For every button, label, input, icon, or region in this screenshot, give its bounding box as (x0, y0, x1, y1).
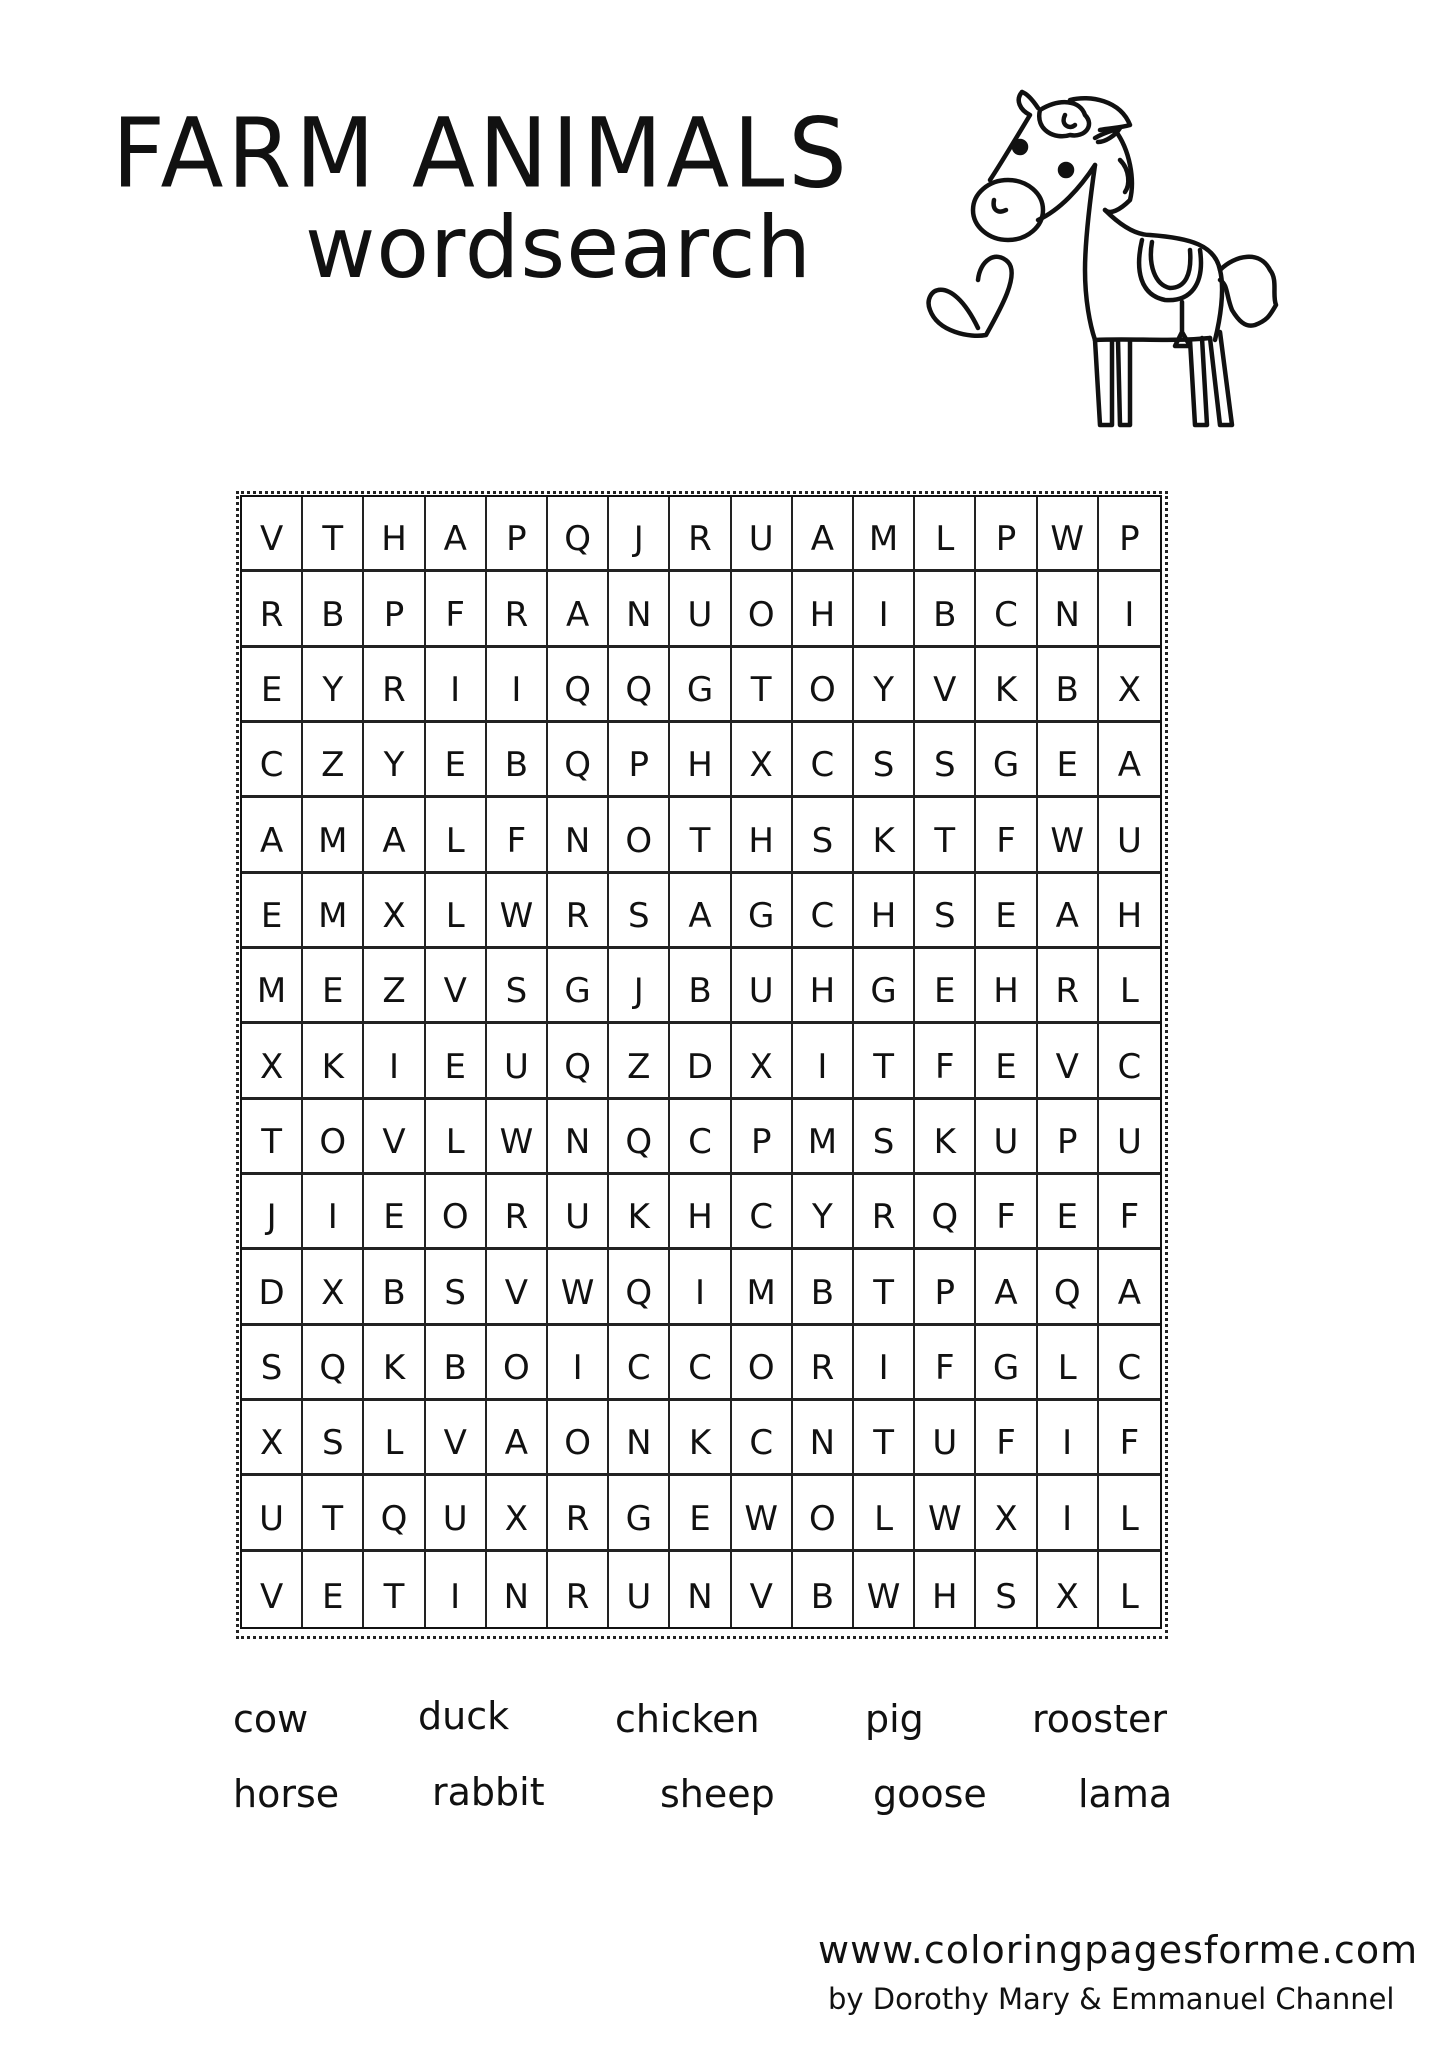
grid-cell[interactable]: X (732, 1024, 793, 1099)
grid-cell[interactable]: U (609, 1552, 670, 1627)
grid-cell[interactable]: I (670, 1250, 731, 1325)
grid-cell[interactable]: G (609, 1476, 670, 1551)
grid-cell[interactable]: R (242, 572, 303, 647)
grid-cell[interactable]: N (1038, 572, 1099, 647)
grid-cell[interactable]: X (364, 874, 425, 949)
grid-cell[interactable]: F (915, 1024, 976, 1099)
grid-cell[interactable]: Q (364, 1476, 425, 1551)
grid-cell[interactable]: T (854, 1250, 915, 1325)
word-list-item: rooster (1032, 1697, 1167, 1741)
grid-cell[interactable]: S (793, 798, 854, 873)
grid-cell[interactable]: E (670, 1476, 731, 1551)
word-list-item: pig (865, 1697, 924, 1741)
grid-cell[interactable]: U (242, 1476, 303, 1551)
grid-cell[interactable]: C (793, 874, 854, 949)
grid-cell[interactable]: E (1038, 1175, 1099, 1250)
grid-cell[interactable]: T (670, 798, 731, 873)
grid-cell[interactable]: I (487, 648, 548, 723)
grid-cell[interactable]: M (854, 497, 915, 572)
grid-cell[interactable]: K (670, 1401, 731, 1476)
grid-cell[interactable]: O (548, 1401, 609, 1476)
grid-cell[interactable]: A (364, 798, 425, 873)
grid-cell[interactable]: V (487, 1250, 548, 1325)
grid-cell[interactable]: I (793, 1024, 854, 1099)
grid-cell[interactable]: H (670, 723, 731, 798)
word-list-item: chicken (615, 1697, 760, 1741)
grid-cell[interactable]: R (793, 1326, 854, 1401)
grid-cell[interactable]: L (426, 1100, 487, 1175)
grid-cell[interactable]: F (915, 1326, 976, 1401)
grid-cell[interactable]: R (854, 1175, 915, 1250)
grid-cell[interactable]: A (487, 1401, 548, 1476)
grid-cell[interactable]: H (793, 572, 854, 647)
grid-cell[interactable]: E (426, 1024, 487, 1099)
grid-cell[interactable]: S (242, 1326, 303, 1401)
word-list-item: horse (233, 1772, 340, 1816)
grid-cell[interactable]: Q (1038, 1250, 1099, 1325)
grid-cell[interactable]: Q (548, 1024, 609, 1099)
grid-cell[interactable]: I (854, 572, 915, 647)
grid-cell[interactable]: Y (854, 648, 915, 723)
grid-cell[interactable]: S (609, 874, 670, 949)
horse-with-heart-icon (920, 70, 1300, 440)
grid-cell[interactable]: J (609, 949, 670, 1024)
grid-cell[interactable]: F (1099, 1401, 1160, 1476)
grid-cell[interactable]: H (364, 497, 425, 572)
grid-cell[interactable]: Q (609, 1250, 670, 1325)
grid-cell[interactable]: R (487, 1175, 548, 1250)
grid-cell[interactable]: T (854, 1401, 915, 1476)
grid-cell[interactable]: B (487, 723, 548, 798)
grid-cell[interactable]: X (487, 1476, 548, 1551)
grid-cell[interactable]: S (915, 874, 976, 949)
grid-cell[interactable]: J (242, 1175, 303, 1250)
grid-cell[interactable]: V (732, 1552, 793, 1627)
grid-cell[interactable]: T (303, 1476, 364, 1551)
grid-cell[interactable]: K (609, 1175, 670, 1250)
grid-cell[interactable]: A (1099, 1250, 1160, 1325)
grid-cell[interactable]: O (732, 1326, 793, 1401)
grid-cell[interactable]: S (854, 723, 915, 798)
word-list-item: lama (1078, 1772, 1173, 1816)
grid-cell[interactable]: A (793, 497, 854, 572)
grid-cell[interactable]: Y (364, 723, 425, 798)
wordsearch-grid (240, 495, 1162, 1629)
grid-cell[interactable]: E (303, 1552, 364, 1627)
grid-cell[interactable]: O (793, 648, 854, 723)
grid-cell[interactable]: O (487, 1326, 548, 1401)
grid-cell[interactable]: X (976, 1476, 1037, 1551)
grid-cell[interactable]: A (548, 572, 609, 647)
grid-cell[interactable]: I (1099, 572, 1160, 647)
grid-cell[interactable]: V (426, 1401, 487, 1476)
grid-cell[interactable]: T (854, 1024, 915, 1099)
grid-cell[interactable]: M (303, 798, 364, 873)
grid-cell[interactable]: P (732, 1100, 793, 1175)
grid-cell[interactable]: V (426, 949, 487, 1024)
grid-cell[interactable]: A (670, 874, 731, 949)
grid-cell[interactable]: I (426, 1552, 487, 1627)
word-list-item: goose (873, 1772, 987, 1816)
grid-cell[interactable]: Y (793, 1175, 854, 1250)
grid-cell[interactable]: N (548, 1100, 609, 1175)
grid-cell[interactable]: O (303, 1100, 364, 1175)
grid-cell[interactable]: T (364, 1552, 425, 1627)
grid-cell[interactable]: L (1099, 949, 1160, 1024)
grid-cell[interactable]: C (732, 1175, 793, 1250)
grid-cell[interactable]: B (1038, 648, 1099, 723)
grid-cell[interactable]: G (976, 723, 1037, 798)
grid-cell[interactable]: D (670, 1024, 731, 1099)
grid-cell[interactable]: V (242, 497, 303, 572)
grid-cell[interactable]: Y (303, 648, 364, 723)
grid-cell[interactable]: V (1038, 1024, 1099, 1099)
grid-cell[interactable]: Q (548, 723, 609, 798)
grid-cell[interactable]: K (976, 648, 1037, 723)
grid-cell[interactable]: R (548, 874, 609, 949)
grid-cell[interactable]: I (303, 1175, 364, 1250)
grid-cell[interactable]: O (426, 1175, 487, 1250)
grid-cell[interactable]: U (732, 949, 793, 1024)
grid-cell[interactable]: H (793, 949, 854, 1024)
grid-cell[interactable]: B (303, 572, 364, 647)
grid-cell[interactable]: W (548, 1250, 609, 1325)
grid-cell[interactable]: W (732, 1476, 793, 1551)
grid-cell[interactable]: F (976, 1175, 1037, 1250)
grid-cell[interactable]: U (548, 1175, 609, 1250)
grid-cell[interactable]: G (548, 949, 609, 1024)
grid-cell[interactable]: K (303, 1024, 364, 1099)
grid-cell[interactable]: E (426, 723, 487, 798)
grid-cell[interactable]: Q (609, 1100, 670, 1175)
grid-cell[interactable]: C (732, 1401, 793, 1476)
grid-cell[interactable]: N (609, 572, 670, 647)
grid-cell[interactable]: M (732, 1250, 793, 1325)
grid-cell[interactable]: S (915, 723, 976, 798)
grid-cell[interactable]: S (487, 949, 548, 1024)
word-list-item: sheep (660, 1772, 775, 1816)
grid-cell[interactable]: P (609, 723, 670, 798)
grid-cell[interactable]: K (854, 798, 915, 873)
grid-cell[interactable]: I (426, 648, 487, 723)
grid-cell[interactable]: G (670, 648, 731, 723)
grid-cell[interactable]: Q (548, 648, 609, 723)
grid-cell[interactable]: B (793, 1250, 854, 1325)
grid-cell[interactable]: H (915, 1552, 976, 1627)
grid-cell[interactable]: X (1099, 648, 1160, 723)
page-title: FARM ANIMALS (112, 97, 851, 210)
grid-cell[interactable]: C (670, 1326, 731, 1401)
grid-cell[interactable]: L (854, 1476, 915, 1551)
grid-cell[interactable]: W (487, 1100, 548, 1175)
grid-cell[interactable]: N (548, 798, 609, 873)
grid-cell[interactable]: N (793, 1401, 854, 1476)
grid-cell[interactable]: U (1099, 798, 1160, 873)
grid-cell[interactable]: R (548, 1552, 609, 1627)
grid-cell[interactable]: C (670, 1100, 731, 1175)
grid-cell[interactable]: Z (364, 949, 425, 1024)
grid-cell[interactable]: V (364, 1100, 425, 1175)
grid-cell[interactable]: W (1038, 798, 1099, 873)
grid-cell[interactable]: M (793, 1100, 854, 1175)
grid-cell[interactable]: H (1099, 874, 1160, 949)
grid-cell[interactable]: B (793, 1552, 854, 1627)
grid-cell[interactable]: X (303, 1250, 364, 1325)
grid-cell[interactable]: X (242, 1024, 303, 1099)
grid-cell[interactable]: B (426, 1326, 487, 1401)
grid-cell[interactable]: K (915, 1100, 976, 1175)
grid-cell[interactable]: E (1038, 723, 1099, 798)
grid-cell[interactable]: P (976, 497, 1037, 572)
grid-cell[interactable]: G (732, 874, 793, 949)
grid-cell[interactable]: R (548, 1476, 609, 1551)
word-list-item: cow (233, 1697, 309, 1741)
grid-cell[interactable]: W (854, 1552, 915, 1627)
grid-cell[interactable]: C (1099, 1326, 1160, 1401)
grid-cell[interactable]: M (303, 874, 364, 949)
grid-cell[interactable]: H (976, 949, 1037, 1024)
grid-cell[interactable]: R (364, 648, 425, 723)
grid-cell[interactable]: M (242, 949, 303, 1024)
grid-cell[interactable]: H (854, 874, 915, 949)
grid-cell[interactable]: P (1099, 497, 1160, 572)
grid-cell[interactable]: C (793, 723, 854, 798)
grid-cell[interactable]: S (303, 1401, 364, 1476)
grid-cell[interactable]: X (1038, 1552, 1099, 1627)
grid-cell[interactable]: B (364, 1250, 425, 1325)
grid-cell[interactable]: V (915, 648, 976, 723)
grid-cell[interactable]: L (426, 874, 487, 949)
grid-cell[interactable]: U (732, 497, 793, 572)
grid-cell[interactable]: R (1038, 949, 1099, 1024)
grid-cell[interactable]: S (854, 1100, 915, 1175)
grid-cell[interactable]: S (976, 1552, 1037, 1627)
grid-cell[interactable]: R (670, 497, 731, 572)
grid-cell[interactable]: A (976, 1250, 1037, 1325)
grid-cell[interactable]: L (364, 1401, 425, 1476)
grid-cell[interactable]: E (242, 874, 303, 949)
grid-cell[interactable]: P (364, 572, 425, 647)
grid-cell[interactable]: Q (609, 648, 670, 723)
grid-cell[interactable]: N (609, 1401, 670, 1476)
grid-cell[interactable]: N (670, 1552, 731, 1627)
grid-cell[interactable]: C (1099, 1024, 1160, 1099)
grid-cell[interactable]: T (732, 648, 793, 723)
grid-cell[interactable]: A (242, 798, 303, 873)
grid-cell[interactable]: B (915, 572, 976, 647)
grid-cell[interactable]: N (487, 1552, 548, 1627)
grid-cell[interactable]: E (364, 1175, 425, 1250)
grid-cell[interactable]: J (609, 497, 670, 572)
grid-cell[interactable]: O (732, 572, 793, 647)
grid-cell[interactable]: G (976, 1326, 1037, 1401)
grid-cell[interactable]: L (1038, 1326, 1099, 1401)
grid-cell[interactable]: C (976, 572, 1037, 647)
footer-credit: by Dorothy Mary & Emmanuel Channel (828, 1982, 1395, 2016)
grid-cell[interactable]: V (242, 1552, 303, 1627)
grid-cell[interactable]: D (242, 1250, 303, 1325)
grid-cell[interactable]: F (1099, 1175, 1160, 1250)
grid-cell[interactable]: U (670, 572, 731, 647)
grid-cell[interactable]: Q (548, 497, 609, 572)
grid-cell[interactable]: P (915, 1250, 976, 1325)
grid-cell[interactable]: P (1038, 1100, 1099, 1175)
grid-cell[interactable]: I (548, 1326, 609, 1401)
grid-cell[interactable]: L (1119, 1577, 1139, 1617)
grid-cell[interactable]: Q (303, 1326, 364, 1401)
word-list-item: rabbit (432, 1770, 545, 1814)
grid-cell[interactable]: F (426, 572, 487, 647)
grid-cell[interactable]: U (915, 1401, 976, 1476)
grid-cell[interactable]: C (609, 1326, 670, 1401)
grid-cell[interactable]: I (854, 1326, 915, 1401)
grid-cell[interactable]: Q (915, 1175, 976, 1250)
grid-cell[interactable]: F (976, 1401, 1037, 1476)
grid-cell[interactable]: W (487, 874, 548, 949)
grid-cell[interactable]: A (426, 497, 487, 572)
grid-cell[interactable]: U (426, 1476, 487, 1551)
grid-cell[interactable]: U (1099, 1100, 1160, 1175)
grid-cell[interactable]: W (1038, 497, 1099, 572)
grid-cell[interactable]: K (364, 1326, 425, 1401)
grid-cell[interactable]: G (854, 949, 915, 1024)
grid-cell[interactable]: B (670, 949, 731, 1024)
grid-cell[interactable]: E (976, 874, 1037, 949)
grid-cell[interactable]: P (487, 497, 548, 572)
grid-cell[interactable]: W (915, 1476, 976, 1551)
grid-cell[interactable]: E (915, 949, 976, 1024)
grid-cell[interactable]: T (242, 1100, 303, 1175)
word-list-item: duck (418, 1694, 510, 1738)
grid-cell[interactable]: O (793, 1476, 854, 1551)
grid-cell[interactable]: C (242, 723, 303, 798)
grid-cell[interactable]: X (732, 723, 793, 798)
grid-cell[interactable]: O (609, 798, 670, 873)
grid-cell[interactable]: U (976, 1100, 1037, 1175)
grid-cell[interactable]: I (1038, 1476, 1099, 1551)
grid-cell[interactable]: H (670, 1175, 731, 1250)
grid-cell[interactable]: A (1038, 874, 1099, 949)
grid-cell[interactable]: T (915, 798, 976, 873)
footer-url: www.coloringpagesforme.com (818, 1928, 1419, 1972)
grid-cell[interactable]: Z (303, 723, 364, 798)
grid-cell[interactable]: E (976, 1024, 1037, 1099)
grid-cell[interactable]: L (426, 798, 487, 873)
grid-cell[interactable]: Z (609, 1024, 670, 1099)
grid-cell[interactable]: A (1099, 723, 1160, 798)
grid-cell[interactable]: S (426, 1250, 487, 1325)
grid-cell[interactable]: H (732, 798, 793, 873)
grid-cell[interactable]: F (487, 798, 548, 873)
grid-cell[interactable]: F (976, 798, 1037, 873)
grid-cell[interactable]: I (364, 1024, 425, 1099)
grid-cell[interactable]: X (242, 1401, 303, 1476)
grid-cell[interactable]: R (487, 572, 548, 647)
grid-cell[interactable]: E (242, 648, 303, 723)
page-subtitle: wordsearch (305, 198, 813, 298)
grid-cell[interactable]: L (915, 497, 976, 572)
grid-cell[interactable]: U (487, 1024, 548, 1099)
grid-cell[interactable]: E (303, 949, 364, 1024)
grid-cell[interactable]: T (303, 497, 364, 572)
grid-cell[interactable]: I (1038, 1401, 1099, 1476)
grid-cell[interactable]: L (1099, 1476, 1160, 1551)
